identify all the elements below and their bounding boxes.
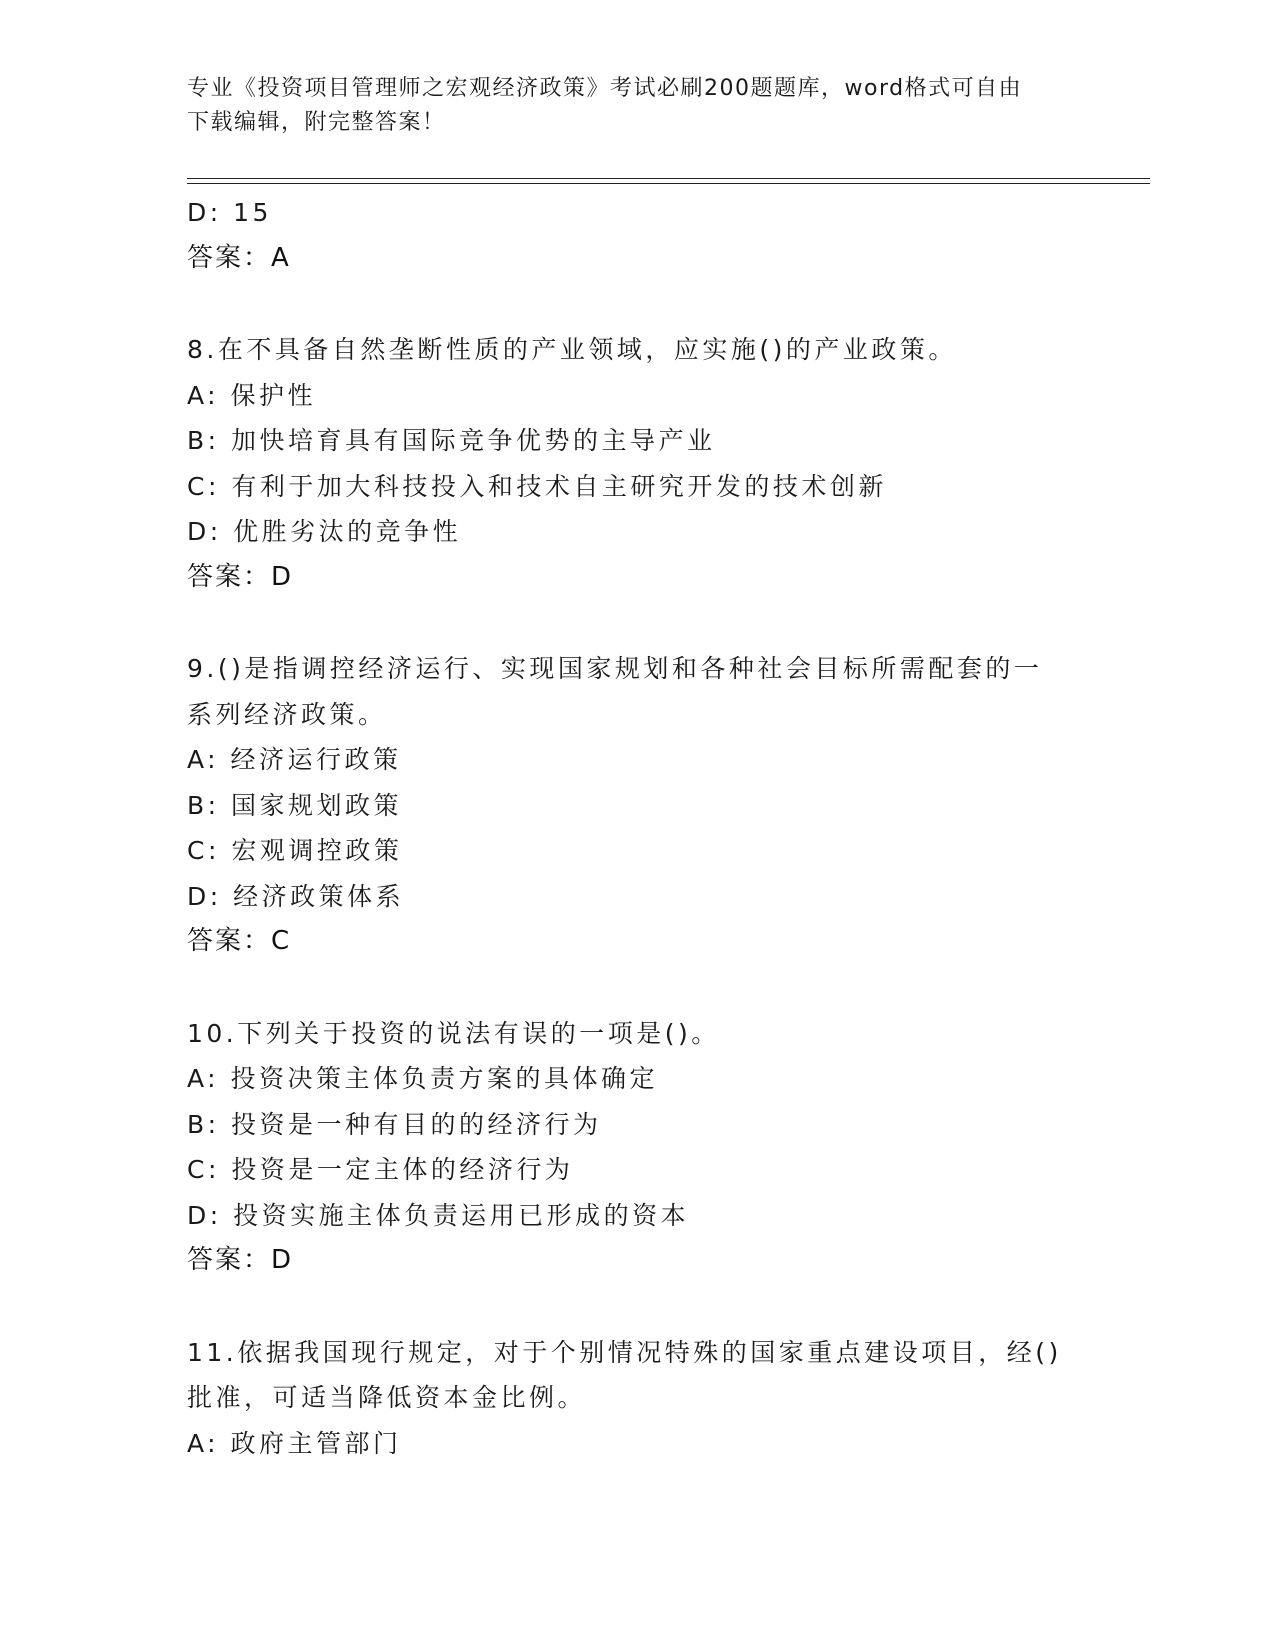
header-line-1: 专业《投资项目管理师之宏观经济政策》考试必刷200题题库，word格式可自由 (187, 76, 1023, 101)
option-d: D: 优胜劣汰的竞争性 (187, 517, 462, 546)
question-block-8 (187, 327, 1087, 600)
option-c: C: 宏观调控政策 (187, 836, 403, 865)
question-text: 9.()是指调控经济运行、实现国家规划和各种社会目标所需配套的一 (187, 654, 1043, 683)
question-block-10 (187, 1011, 1087, 1284)
header-divider-top (187, 178, 1150, 179)
option-d: D: 经济政策体系 (187, 881, 405, 911)
option-a: A: 投资决策主体负责方案的具体确定 (187, 1064, 659, 1093)
answer-line: 答案：D (187, 561, 294, 592)
question-block-11 (187, 1330, 1087, 1467)
answer-line: 答案：D (187, 1245, 294, 1275)
document-body (187, 190, 1087, 1466)
option-d: D: 15 (187, 198, 272, 227)
spacer (187, 965, 1087, 1011)
question-block-prev (187, 190, 1087, 281)
option-b: B: 加快培育具有国际竞争优势的主导产业 (187, 426, 716, 455)
option-a: A: 经济运行政策 (187, 745, 402, 774)
question-block-9 (187, 646, 1087, 965)
header-divider-bottom (187, 183, 1150, 184)
question-text-continued: 系列经济政策。 (187, 699, 387, 729)
option-a: A: 保护性 (187, 380, 317, 410)
option-a: A: 政府主管部门 (187, 1428, 402, 1458)
option-c: C: 有利于加大科技投入和技术自主研究开发的技术创新 (187, 471, 887, 501)
spacer (187, 1284, 1087, 1330)
option-c: C: 投资是一定主体的经济行为 (187, 1155, 574, 1184)
document-header (187, 72, 1067, 140)
question-text: 10.下列关于投资的说法有误的一项是()。 (187, 1018, 720, 1048)
spacer (187, 600, 1087, 646)
option-d: D: 投资实施主体负责运用已形成的资本 (187, 1200, 690, 1230)
option-b: B: 国家规划政策 (187, 790, 403, 820)
question-text: 8.在不具备自然垄断性质的产业领域，应实施()的产业政策。 (187, 335, 957, 364)
option-b: B: 投资是一种有目的的经济行为 (187, 1109, 602, 1139)
question-text-continued: 批准，可适当降低资本金比例。 (187, 1383, 587, 1412)
spacer (187, 281, 1087, 327)
answer-line: 答案：A (187, 242, 291, 273)
answer-line: 答案：C (187, 926, 292, 956)
header-line-2: 下载编辑，附完整答案！ (187, 110, 446, 135)
question-text: 11.依据我国现行规定，对于个别情况特殊的国家重点建设项目，经() (187, 1337, 1062, 1367)
